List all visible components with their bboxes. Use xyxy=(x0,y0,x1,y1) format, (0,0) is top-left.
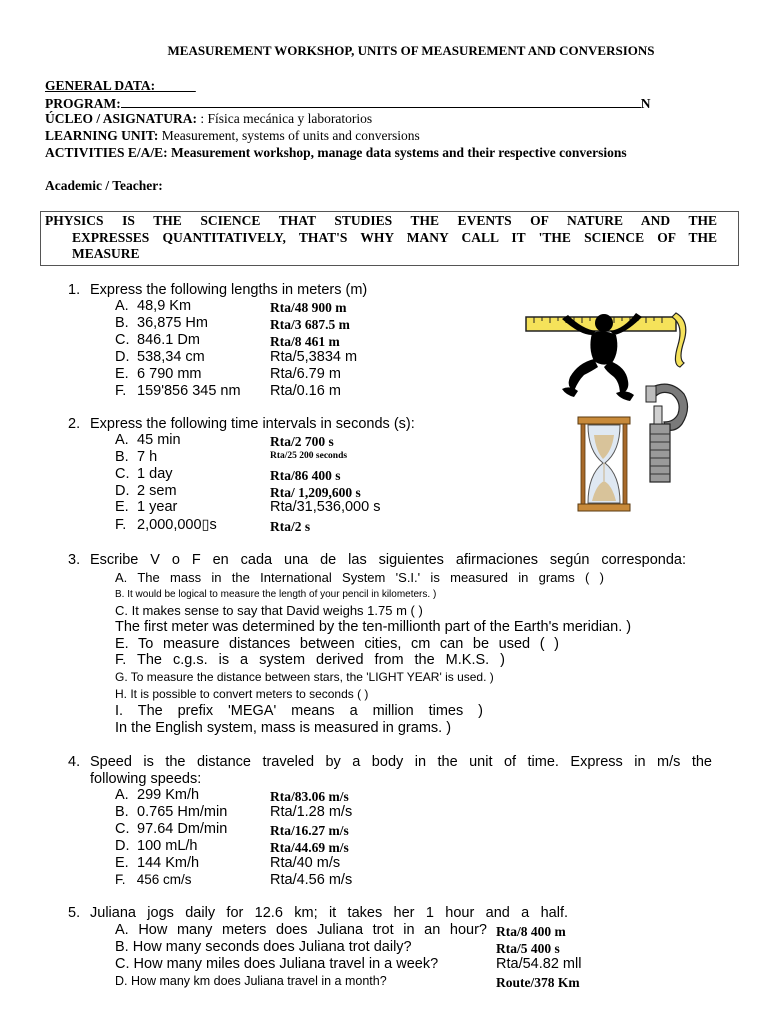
item-label: C. xyxy=(115,332,130,348)
item-text: 2,000,000▯s xyxy=(137,517,217,533)
q2-answer: Rta/25 200 seconds xyxy=(270,451,348,461)
item-text: 100 mL/h xyxy=(137,838,198,854)
q1-item xyxy=(115,366,202,382)
activities-row xyxy=(45,145,655,161)
item-text: 846.1 Dm xyxy=(137,332,200,348)
q2-answer: Rta/31,536,000 s xyxy=(270,499,381,515)
q1-item xyxy=(115,332,200,348)
item-label: F. xyxy=(115,517,127,533)
q5-item: B. How many seconds does Juliana trot daily? xyxy=(115,939,412,955)
q3-statement: B. It would be logical to measure the length of your pencil in kilometers. ) xyxy=(115,589,437,600)
item-label: E. xyxy=(115,499,129,515)
q5-answer: Rta/8 400 m xyxy=(496,924,566,939)
question-1-text: Express the following lengths in meters (m) xyxy=(90,282,368,298)
q4-item xyxy=(115,804,227,820)
q5-answer: Rta/5 400 s xyxy=(496,941,560,956)
q5-answer: Rta/54.82 mll xyxy=(496,956,582,972)
q5-item: D. How many km does Juliana travel in a month? xyxy=(115,974,387,988)
item-label: D. xyxy=(115,349,130,365)
subject-value: : Física mecánica y laboratorios xyxy=(200,111,373,126)
q1-answer: Rta/48 900 m xyxy=(270,300,347,315)
q4-answer: Rta/16.27 m/s xyxy=(270,823,349,838)
learning-unit-label: LEARNING UNIT: xyxy=(45,128,159,143)
question-4-text-line-1: Speed is the distance traveled by a body in the unit of time. Express in m/s the xyxy=(90,754,712,770)
q2-item xyxy=(115,466,173,482)
q2-answer: Rta/ 1,209,600 s xyxy=(270,485,361,500)
micrometer-icon xyxy=(640,380,692,486)
teacher-label: Academic / Teacher: xyxy=(45,178,163,193)
question-4-text-line-2: following speeds: xyxy=(90,771,202,787)
item-label: B. xyxy=(115,449,129,465)
item-label: D. xyxy=(115,838,130,854)
item-label: A. xyxy=(115,298,129,314)
program-row xyxy=(45,95,650,112)
q2-answer: Rta/2 s xyxy=(270,519,311,534)
question-1-number: 1. xyxy=(68,282,81,298)
q1-item xyxy=(115,349,205,365)
item-text: 6 790 mm xyxy=(137,366,202,382)
q2-item xyxy=(115,449,157,465)
q1-item xyxy=(115,298,191,314)
q3-statement: H. It is possible to convert meters to seconds ( ) xyxy=(115,687,369,701)
item-label: B. xyxy=(115,315,129,331)
item-label: D. xyxy=(115,483,130,499)
page-title: MEASUREMENT WORKSHOP, UNITS OF MEASUREMENT AND CONVERSIONS xyxy=(167,43,655,58)
question-2-number: 2. xyxy=(68,416,81,432)
learning-unit-value: Measurement, systems of units and conversions xyxy=(161,128,420,143)
item-text: 538,34 cm xyxy=(137,349,205,365)
q2-item xyxy=(115,499,177,515)
item-label: C. xyxy=(115,466,130,482)
q3-statement: A. The mass in the International System 'S.I.' is measured in grams ( ) xyxy=(115,570,604,585)
item-text: 97.64 Dm/min xyxy=(137,821,228,837)
q1-answer: Rta/0.16 m xyxy=(270,383,341,399)
q4-answer: Rta/40 m/s xyxy=(270,855,341,871)
subject-label: ÚCLEO / ASIGNATURA: xyxy=(45,111,198,126)
item-label: F. xyxy=(115,872,126,887)
q5-item: C. How many miles does Juliana travel in a week? xyxy=(115,956,439,972)
item-text: 48,9 Km xyxy=(137,298,192,314)
q3-statement: In the English system, mass is measured in grams. ) xyxy=(115,720,452,736)
activities-label: ACTIVITIES E/A/E: xyxy=(45,145,168,160)
q1-answer: Rta/5,3834 m xyxy=(270,349,358,365)
question-5-text: Juliana jogs daily for 12.6 km; it takes her 1 hour and a half. xyxy=(90,905,568,921)
item-text: 2 sem xyxy=(137,483,177,499)
hourglass-icon xyxy=(576,415,632,513)
q1-item xyxy=(115,315,208,331)
q4-item xyxy=(115,872,192,887)
item-label: F. xyxy=(115,383,127,399)
q4-answer: Rta/44.69 m/s xyxy=(270,840,349,855)
q3-statement: G. To measure the distance between stars, the 'LIGHT YEAR' is used. ) xyxy=(115,670,494,684)
q2-answer: Rta/86 400 s xyxy=(270,468,341,483)
activities-value: Measurement workshop, manage data systems and their respective conversions xyxy=(171,145,627,160)
question-3-text: Escribe V o F en cada una de las siguientes afirmaciones según corresponda: xyxy=(90,552,686,568)
q3-statement: C. It makes sense to say that David weighs 1.75 m ( ) xyxy=(115,603,423,618)
q1-answer: Rta/8 461 m xyxy=(270,334,340,349)
q4-item xyxy=(115,855,199,871)
item-text: 144 Km/h xyxy=(137,855,200,871)
item-label: C. xyxy=(115,821,130,837)
q1-item xyxy=(115,383,241,399)
item-label: A. xyxy=(115,787,129,803)
program-suffix: N xyxy=(640,96,651,111)
physics-line-2: EXPRESSES QUANTITATIVELY, THAT'S WHY MANY CALL IT 'THE SCIENCE OF THE xyxy=(72,229,717,245)
q3-statement: I. The prefix 'MEGA' means a million times ) xyxy=(115,703,483,719)
item-text: 1 day xyxy=(137,466,173,482)
q2-answer: Rta/2 700 s xyxy=(270,434,334,449)
program-label: PROGRAM: xyxy=(45,96,121,111)
question-4-number: 4. xyxy=(68,754,81,770)
physics-line-1: PHYSICS IS THE SCIENCE THAT STUDIES THE EVENTS OF NATURE AND THE xyxy=(45,213,717,228)
item-label: B. xyxy=(115,804,129,820)
q4-answer: Rta/1.28 m/s xyxy=(270,804,353,820)
item-text: 36,875 Hm xyxy=(137,315,208,331)
learning-unit-row xyxy=(45,128,420,144)
item-text: 159'856 345 nm xyxy=(137,383,241,399)
q4-answer: Rta/4.56 m/s xyxy=(270,872,353,888)
item-label: A. xyxy=(115,432,129,448)
q4-item xyxy=(115,787,199,803)
item-text: 299 Km/h xyxy=(137,787,200,803)
program-blank-line xyxy=(121,95,641,108)
q3-statement: The first meter was determined by the ten-millionth part of the Earth's meridian. ) xyxy=(115,619,632,635)
q2-item xyxy=(115,483,177,499)
q4-item xyxy=(115,821,227,837)
subject-row xyxy=(45,111,372,127)
item-text: 0.765 Hm/min xyxy=(137,804,228,820)
q5-item: A. How many meters does Juliana trot in an hour? xyxy=(115,922,487,938)
q2-item xyxy=(115,517,217,533)
q4-item xyxy=(115,838,198,854)
q4-answer: Rta/83.06 m/s xyxy=(270,789,349,804)
person-figure-icon xyxy=(562,313,642,401)
q1-answer: Rta/3 687.5 m xyxy=(270,317,350,332)
question-2-text: Express the following time intervals in seconds (s): xyxy=(90,416,415,432)
question-3-number: 3. xyxy=(68,552,81,568)
item-text: 7 h xyxy=(137,449,158,465)
item-text: 1 year xyxy=(137,499,178,515)
item-label: E. xyxy=(115,366,129,382)
item-text: 45 min xyxy=(137,432,181,448)
general-data-label: GENERAL DATA:______ xyxy=(45,78,196,93)
q1-answer: Rta/6.79 m xyxy=(270,366,341,382)
q3-statement: F. The c.g.s. is a system derived from the M.K.S. ) xyxy=(115,652,505,668)
item-label: E. xyxy=(115,855,129,871)
item-text: 456 cm/s xyxy=(136,872,192,887)
q2-item xyxy=(115,432,181,448)
q5-answer: Route/378 Km xyxy=(496,975,580,990)
q3-statement: E. To measure distances between cities, cm can be used ( ) xyxy=(115,636,559,652)
physics-definition-text xyxy=(45,213,717,263)
question-5-number: 5. xyxy=(68,905,81,921)
physics-line-3: MEASURE xyxy=(72,246,140,261)
